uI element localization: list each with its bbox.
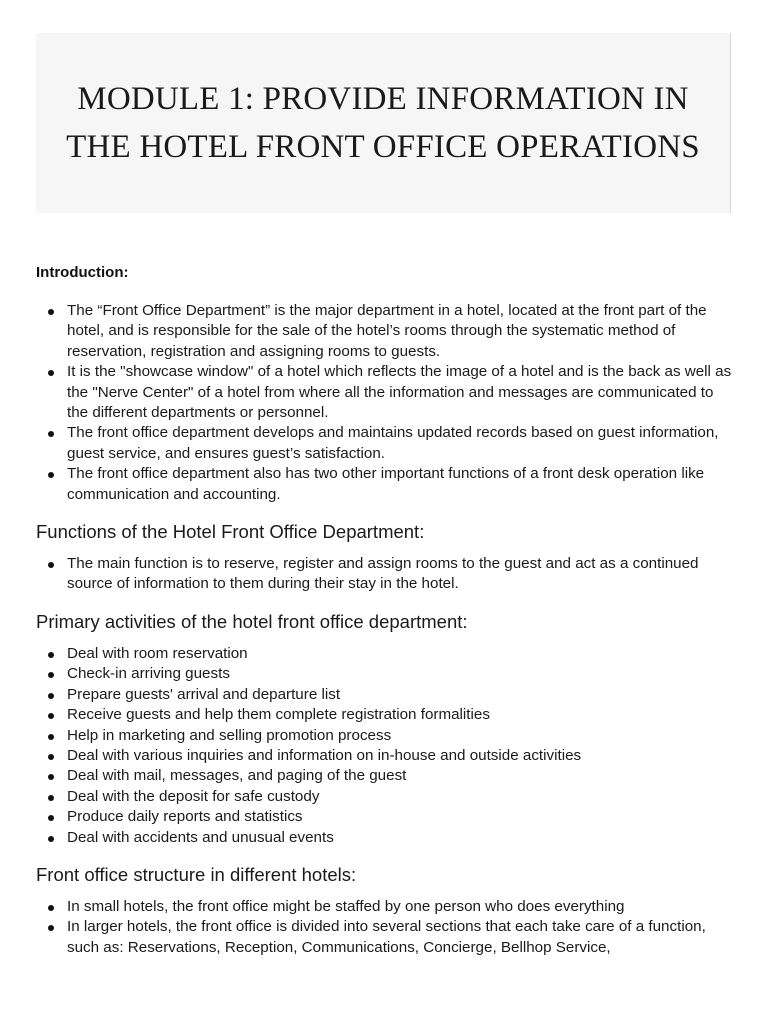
- spacer: [36, 595, 736, 610]
- functions-heading: Functions of the Hotel Front Office Department:: [36, 521, 425, 543]
- list-item: Deal with various inquiries and information on in-house and outside activities: [36, 746, 736, 766]
- list-item: Deal with mail, messages, and paging of the guest: [36, 766, 736, 786]
- spacer: [36, 848, 736, 863]
- list-item: The front office department develops and maintains updated records based on guest information, guest service, and ensures guest’s satisfaction.: [36, 423, 736, 464]
- document-body: [36, 263, 736, 958]
- intro-label: Introduction:: [36, 264, 129, 281]
- list-item: The “Front Office Department” is the major department in a hotel, located at the front part of the hotel, and is responsible for the sale of the hotel’s rooms through the systematic method of reservation, registration and assigning rooms to guests.: [36, 301, 736, 362]
- structure-heading: Front office structure in different hotels:: [36, 863, 357, 885]
- list-item: The main function is to reserve, register and assign rooms to the guest and act as a continued source of information to them during their stay in the hotel.: [36, 554, 736, 595]
- list-item: The front office department also has two other important functions of a front desk operation like communication and accounting.: [36, 464, 736, 505]
- functions-list: [36, 554, 736, 595]
- list-item: Help in marketing and selling promotion process: [36, 726, 736, 746]
- list-item: Deal with accidents and unusual events: [36, 828, 736, 848]
- list-item: Check-in arriving guests: [36, 664, 736, 684]
- intro-list: [36, 301, 736, 505]
- activities-heading: Primary activities of the hotel front office department:: [36, 610, 468, 632]
- structure-list: [36, 897, 736, 958]
- list-item: Deal with the deposit for safe custody: [36, 787, 736, 807]
- list-item: Produce daily reports and statistics: [36, 807, 736, 827]
- title-box: [36, 33, 731, 213]
- list-item: It is the "showcase window" of a hotel which reflects the image of a hotel and is the back as well as the "Nerve Center" of a hotel from where all the information and messages are communicated to the different departments or personnel.: [36, 362, 736, 423]
- list-item: In small hotels, the front office might be staffed by one person who does everything: [36, 897, 736, 917]
- activities-list: [36, 644, 736, 848]
- list-item: In larger hotels, the front office is divided into several sections that each take care of a function, such as: Reservations, Reception, Communications, Concierge, Bellhop Service,: [36, 917, 736, 958]
- module-title: MODULE 1: PROVIDE INFORMATION IN THE HOTEL FRONT OFFICE OPERATIONS: [66, 81, 700, 165]
- list-item: Prepare guests' arrival and departure list: [36, 685, 736, 705]
- spacer: [36, 505, 736, 520]
- list-item: Deal with room reservation: [36, 644, 736, 664]
- list-item: Receive guests and help them complete registration formalities: [36, 705, 736, 725]
